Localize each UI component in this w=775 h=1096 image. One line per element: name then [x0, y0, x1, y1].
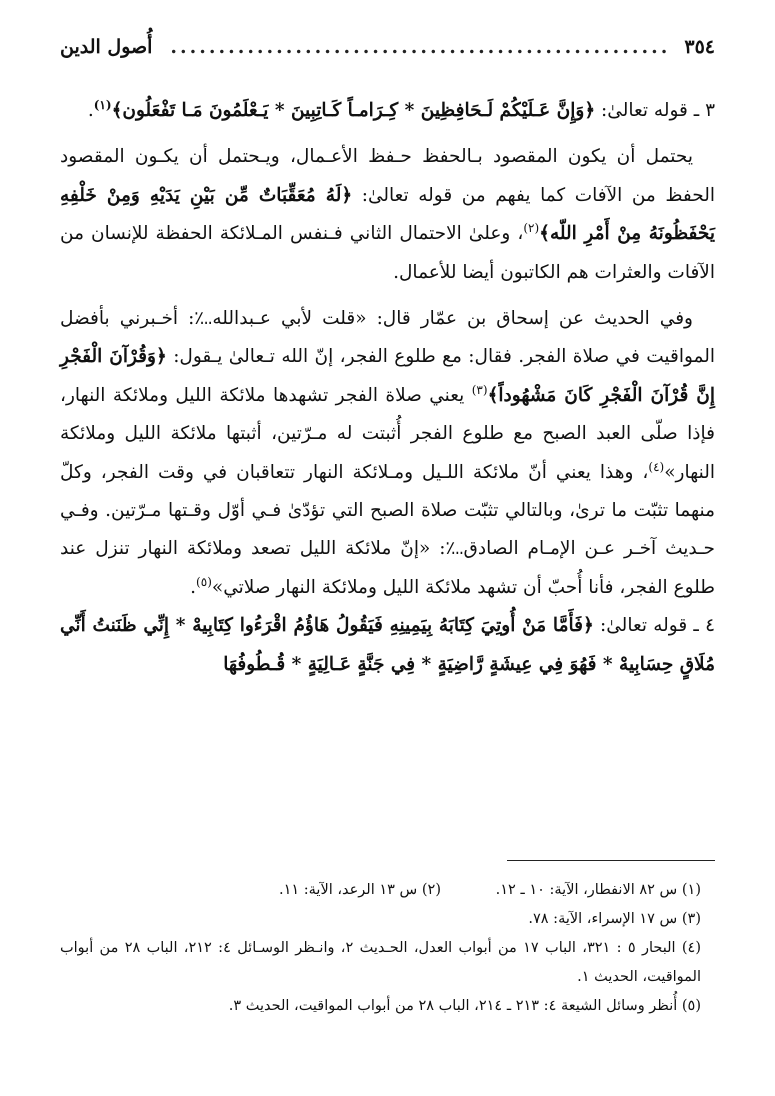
paragraph-text: وفي الحديث عن إسحاق بن عمّار قال: «قلت لأبي عـبدالله؊: أخـبرني بأفضل المواقيت في صلاة الفجر. فقال: مع طلوع الفجر، إنّ الله تـعالىٰ يـقول: — [60, 308, 715, 368]
paragraph-text: ، وعلىٰ الاحتمال الثاني فـنفس المـلائكة الحفظة للإنسان من الآفات والعثرات هم الكاتبون أيضا للأعمال. — [60, 223, 715, 283]
text-end: . — [87, 100, 94, 121]
footnote-ref[interactable]: (٤) — [648, 459, 665, 474]
header-leader-dots — [166, 36, 670, 58]
paragraph-verse-3 — [60, 92, 715, 130]
footnote-ref[interactable]: (٥) — [196, 574, 212, 589]
footnote-4: (٤) البحار ٥ : ٣٢١، الباب ١٧ من أبواب العدل، الحـديث ٢، وانـظر الوسـائل ٤: ٢١٢، الباب ٢٨ من أبواب المواقيت، الحديث ١. — [60, 940, 702, 985]
paragraph-text: ، وهذا يعني أنّ ملائكة اللـيل ومـلائكة النهار تتعاقبان في وقت الفجر، وكلّ منهما تثبّت ما ترىٰ، وبالتالي تثبّت صلاة الصبح التي تؤدّىٰ فـي أوّل وقـتها مـرّتين. وفـي حـديث آخـر عـن الإمـام الصادق؊: «إنّ ملائكة الليل تصعد وملائكة النهار تنزل عند طلوع الفجر، فأنا أُحبّ أن تشهد ملائكة الليل وملائكة النهار صلاتي» — [60, 461, 715, 598]
footnote-separator — [507, 860, 715, 861]
paragraph-interpretation — [60, 138, 715, 292]
quran-verse: ﴿لَهُ مُعَقِّبَاتٌ مِّن بَيْنِ يَدَيْهِ وَمِنْ خَلْفِهِ يَحْفَظُونَهُ مِنْ أَمْرِ اللّه﴾ — [60, 184, 715, 245]
footnote-row — [60, 992, 701, 1021]
paragraph-text: يحتمل أن يكون المقصود بـالحفظ حـفظ الأعـمال، ويـحتمل أن يكـون المقصود الحفظ من الآفات كما يفهم من قوله تعالىٰ: — [60, 146, 715, 206]
item-lead: ٤ ـ قوله تعالىٰ: — [593, 615, 715, 637]
footnote-2: (٢) س ١٣ الرعد، الآية: ١١. — [278, 882, 441, 898]
paragraph-verse-4 — [60, 607, 715, 684]
footnote-row — [60, 905, 701, 934]
item-lead: ٣ ـ قوله تعالىٰ: — [595, 100, 715, 121]
quran-verse: ﴿وَإِنَّ عَـلَيْكُمْ لَـحَافِظِينَ * كِـرَامـاً كَـاتِبِينَ * يَـعْلَمُونَ مَـا تَفْعَلُون﴾ — [111, 100, 596, 121]
main-text — [60, 92, 715, 684]
footnote-ref[interactable]: (٣) — [471, 382, 488, 397]
page-number: ٣٥٤ — [684, 36, 715, 58]
running-title: أُصول الدين — [60, 36, 153, 58]
footnote-row — [60, 876, 701, 905]
quran-verse: ﴿وَقُرْآنَ الْفَجْرِ إِنَّ قُرْآنَ الْفَجْرِ كَانَ مَشْهُوداً﴾ — [60, 346, 715, 406]
page-header — [60, 30, 715, 64]
quran-verse: ﴿فَأَمَّا مَنْ أُوتِيَ كِتَابَهُ بِيَمِينِهِ فَيَقُولُ هَاؤُمُ اقْرَءُوا كِتَابِيهْ * إِنِّي ظَنَنتُ أَنِّي مُلَاقٍ حِسَابِيهْ * فَهُوَ فِي عِيشَةٍ رَّاضِيَةٍ * فِي جَنَّةٍ عَـالِيَةٍ * قُـطُوفُهَا — [60, 615, 715, 675]
paragraph-hadith — [60, 300, 715, 607]
footnote-3: (٣) س ١٧ الإسراء، الآية: ٧٨. — [528, 911, 701, 927]
paragraph-text: . — [190, 576, 197, 598]
footnote-5: (٥) أُنظر وسائل الشيعة ٤: ٢١٣ ـ ٢١٤، الباب ٢٨ من أبواب المواقيت، الحديث ٣. — [228, 998, 701, 1014]
footnote-1: (١) س ٨٢ الانفطار، الآية: ١٠ ـ ١٢. — [495, 882, 701, 898]
footnote-ref[interactable]: (٢) — [523, 221, 540, 236]
footnotes — [60, 876, 701, 1021]
paragraph-text: يعني صلاة الفجر تشهدها ملائكة الليل وملائكة النهار، فإذا صلّى العبد الصبح مع طلوع الفجر أُثبتت له مـرّتين، أثبتها ملائكة الليل وملائكة النهار» — [60, 384, 715, 483]
footnote-ref[interactable]: (١) — [93, 97, 112, 112]
